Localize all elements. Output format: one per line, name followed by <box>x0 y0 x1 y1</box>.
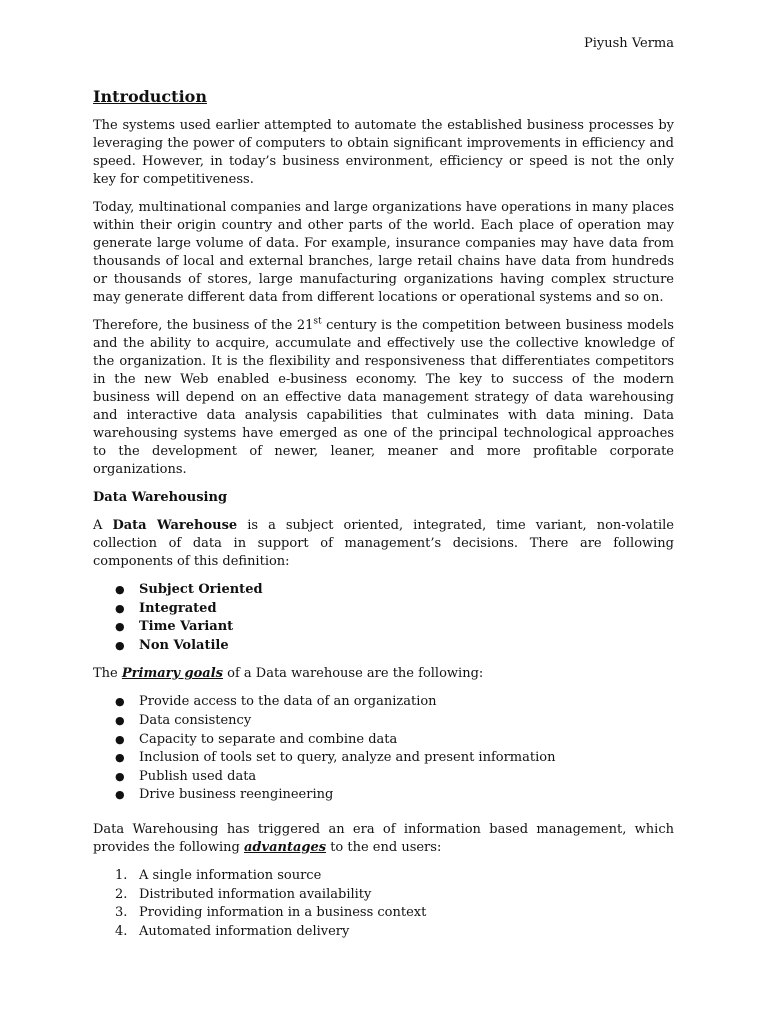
page-title: Introduction <box>93 87 207 106</box>
list-item: 2. Distributed information availability <box>93 886 674 905</box>
bullet-icon: ● <box>115 788 125 802</box>
goals-list <box>93 693 674 805</box>
bullet-icon: ● <box>115 638 125 652</box>
bullet-icon: ● <box>115 583 125 596</box>
definition-paragraph <box>93 517 674 571</box>
ordinal-superscript: st <box>313 316 322 327</box>
paragraph-3 <box>93 317 674 479</box>
list-number: 1. <box>115 867 128 883</box>
definition-term: Data Warehouse <box>112 518 238 533</box>
bullet-icon: ● <box>115 751 125 765</box>
list-number: 2. <box>115 886 128 902</box>
bullet-icon: ● <box>115 732 125 746</box>
primary-goals-emphasis: Primary goals <box>121 666 223 682</box>
bullet-icon: ● <box>115 769 125 783</box>
header-author: Piyush Verma <box>584 36 674 51</box>
paragraph-2: Today, multinational companies and large organizations have operations in many places within their origin country and other parts of the world. Each place of operation may generate large volume of data. For example, insurance companies may have data from thousands of local and external branches, large retail chains have data from hundreds or thousands of stores, large manufacturing organizations having complex structure may generate different data from different locations or operational systems and so on. <box>93 200 674 305</box>
paragraph-3-rest: century is the competition between business models and the ability to acquire, accumulate and effectively use the collective knowledge of the organization. It is the flexibility and responsiveness that differentiates competitors in the new Web enabled e-business economy. The key to success of the modern business will depend on an effective data management strategy of data warehousing and interactive data analysis capabilities that culminates with data mining. Data warehousing systems have emerged as one of the principal technological approaches to the development of newer, leaner, meaner and more profitable corporate organizations. <box>93 318 674 477</box>
document-body <box>93 117 674 951</box>
paragraph-3-start: Therefore, the business of the 21 <box>93 318 314 333</box>
advantages-list <box>93 867 674 941</box>
paragraph-1: The systems used earlier attempted to automate the established business processes by leveraging the power of computers to obtain significant improvements in efficiency and speed. However, in today’s business environment, efficiency or speed is not the only key for competitiveness. <box>93 118 674 187</box>
list-number: 3. <box>115 905 128 921</box>
list-item: ● Time Variant <box>93 618 674 637</box>
advantages-emphasis: advantages <box>244 839 327 855</box>
list-item: ● Inclusion of tools set to query, analyze and present information <box>93 749 674 768</box>
list-item: ● Provide access to the data of an organization <box>93 693 674 712</box>
bullet-icon: ● <box>115 695 125 709</box>
components-list <box>93 581 674 655</box>
list-item: ● Drive business reengineering <box>93 786 674 805</box>
definition-lead: A <box>93 518 113 533</box>
list-item: ● Subject Oriented <box>93 581 674 600</box>
list-number: 4. <box>115 923 128 939</box>
list-item: ● Integrated <box>93 600 674 619</box>
goals-intro: The Primary goals of a Data warehouse are the following: <box>93 666 484 682</box>
list-item: ● Data consistency <box>93 712 674 731</box>
bullet-icon: ● <box>115 620 125 634</box>
advantages-intro: Data Warehousing has triggered an era of information based management, which provides the following advantages to the end users: <box>93 821 674 855</box>
list-item: 1. A single information source <box>93 867 674 886</box>
list-item: ● Non Volatile <box>93 637 674 656</box>
list-item: ● Publish used data <box>93 768 674 787</box>
list-item: 4. Automated information delivery <box>93 923 674 942</box>
definition-rest: is a subject oriented, integrated, time variant, non-volatile collection of data in support of management’s decisions. There are following components of this definition: <box>93 518 674 569</box>
section-heading-data-warehousing: Data Warehousing <box>93 490 228 505</box>
list-item: ● Capacity to separate and combine data <box>93 731 674 750</box>
list-item: 3. Providing information in a business context <box>93 904 674 923</box>
bullet-icon: ● <box>115 713 125 727</box>
bullet-icon: ● <box>115 601 125 615</box>
